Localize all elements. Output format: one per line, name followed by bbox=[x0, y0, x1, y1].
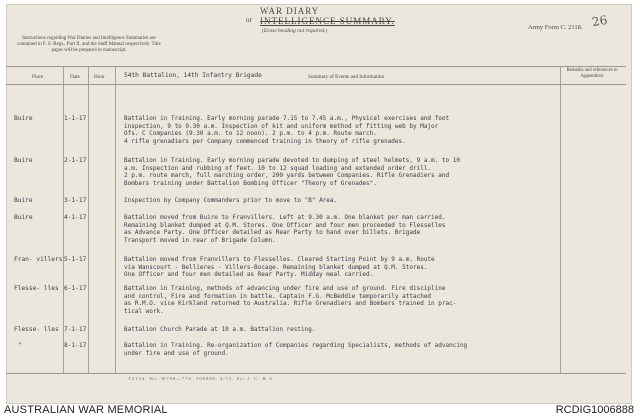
entry-date: 6-1-17 bbox=[64, 285, 87, 292]
column-remarks: Remarks and references to Appendices bbox=[566, 68, 618, 79]
column-hour: Hour bbox=[94, 74, 105, 80]
entry-date: 5-1-17 bbox=[64, 256, 87, 263]
entry-text: Battalion Church Parade at 10 a.m. Battalion resting. bbox=[124, 326, 316, 333]
instructions-note: Instructions regarding War Diaries and Intelligence Summaries are contained in F. S. Regs., Part II. and the Staff Manual respectively. Title pages will be prepared in manuscript. bbox=[17, 36, 161, 53]
entry-place: Buire bbox=[14, 214, 33, 221]
entry-place: Flesse- lles bbox=[14, 285, 59, 292]
battalion-heading: 54th Battalion, 14th Infantry Brigade bbox=[124, 72, 262, 79]
entry-text: Battalion moved from Buire to Franvillers. Left at 9.30 a.m. One blanket per man carried. Remaining blanket dumped at Q.M. Stores. One Officer and four men proceeded to Flesselles as Advance Party. One Officer detailed as Rear Party to hand over billets. Brigade Transport moved in rear of Brigade Column. bbox=[124, 214, 446, 244]
entry-date: 3-1-17 bbox=[64, 197, 87, 204]
archive-reference: RCDIG1006888 bbox=[555, 404, 634, 416]
rule-date bbox=[88, 66, 89, 374]
entry-place: Buire bbox=[14, 197, 33, 204]
diary-title: WAR DIARY bbox=[260, 6, 320, 16]
printer-imprint: T2134. Wt. W708—776. 500000. 4/15. Sir J. C. & S. bbox=[128, 376, 275, 381]
entry-text: Battalion in Training. Re-organization of Companies regarding Specialists, methods of advancing under fire and use of ground. bbox=[124, 342, 468, 357]
entry-place: Fran- villers bbox=[14, 256, 63, 263]
rule-remarks bbox=[560, 66, 561, 374]
entry-date: 8-1-17 bbox=[64, 342, 87, 349]
column-place: Place bbox=[32, 74, 44, 80]
entry-text: Battalion in Training. Early morning parade 7.15 to 7.45 a.m., Physical exercises and foot inspection, 9 to 9.30 a.m. Inspection of kit and uniform method of fitting web by Major Ofs. C Companies (9.30 a.m. to 12 noon). 2 p.m. to 4 p.m. Route march. 4 rifle grenadiers per Company commenced training in theory of rifle grenades. bbox=[124, 115, 450, 145]
entry-date: 1-1-17 bbox=[64, 115, 87, 122]
entry-date: 4-1-17 bbox=[64, 214, 87, 221]
entry-date: 2-1-17 bbox=[64, 157, 87, 164]
entry-text: Battalion in Training, methods of advancing under fire and use of ground. Fire discipline and control, Fire and formation in battle. Captain F.G. McBeddie temporarily attached as R.M.O. vice Kirkland returned to Australia. Rifle Grenadiers and Bombers trained in prac- tical work. bbox=[124, 285, 457, 315]
entry-place: Buire bbox=[14, 157, 33, 164]
entry-date: 7-1-17 bbox=[64, 326, 87, 333]
column-summary: Summary of Events and Information bbox=[308, 74, 385, 80]
entry-text: Battalion in Training. Early morning parade devoted to dumping of steel helmets, 9 a.m. to 10 a.m. Inspection and rubbing of feet. 10 to 12 squad loading and extended order drill. 2 p.m. route march, full marching order, 200 yards between Companies. Rifle Grenadiers and Bombers training under Battalion Bombing Officer "Theory of Grenades". bbox=[124, 157, 460, 187]
entry-place: Flesse- lles bbox=[14, 326, 59, 333]
archive-caption: AUSTRALIAN WAR MEMORIAL bbox=[4, 404, 168, 416]
title-or: or bbox=[246, 16, 252, 24]
entry-text: Inspection by Company Commanders prior to move to "B" Area. bbox=[124, 197, 338, 204]
entry-place: Buire bbox=[14, 115, 33, 122]
rule-header bbox=[6, 84, 626, 85]
intelligence-summary-title: INTELLIGENCE SUMMARY. bbox=[260, 16, 395, 26]
rule-hour bbox=[115, 66, 116, 374]
rule-bottom bbox=[6, 373, 626, 374]
entry-place: " bbox=[18, 342, 22, 349]
handwritten-page-number: 26 bbox=[590, 12, 609, 30]
erase-note: (Erase heading not required.) bbox=[262, 28, 328, 34]
rule-top bbox=[6, 66, 626, 67]
column-date: Date bbox=[70, 74, 80, 80]
entry-text: Battalion moved from Franvillers to Flesselles. Cleared Starting Point by 9 a.m. Route via Wanscourt - Bellieres - Villers-Bocage. Remaining blanket dumped at Q.M. Stores. One Officer and four men detailed as Rear Party. Midday meal carried. bbox=[124, 256, 435, 279]
army-form-number: Army Form C. 2118. bbox=[528, 24, 583, 31]
